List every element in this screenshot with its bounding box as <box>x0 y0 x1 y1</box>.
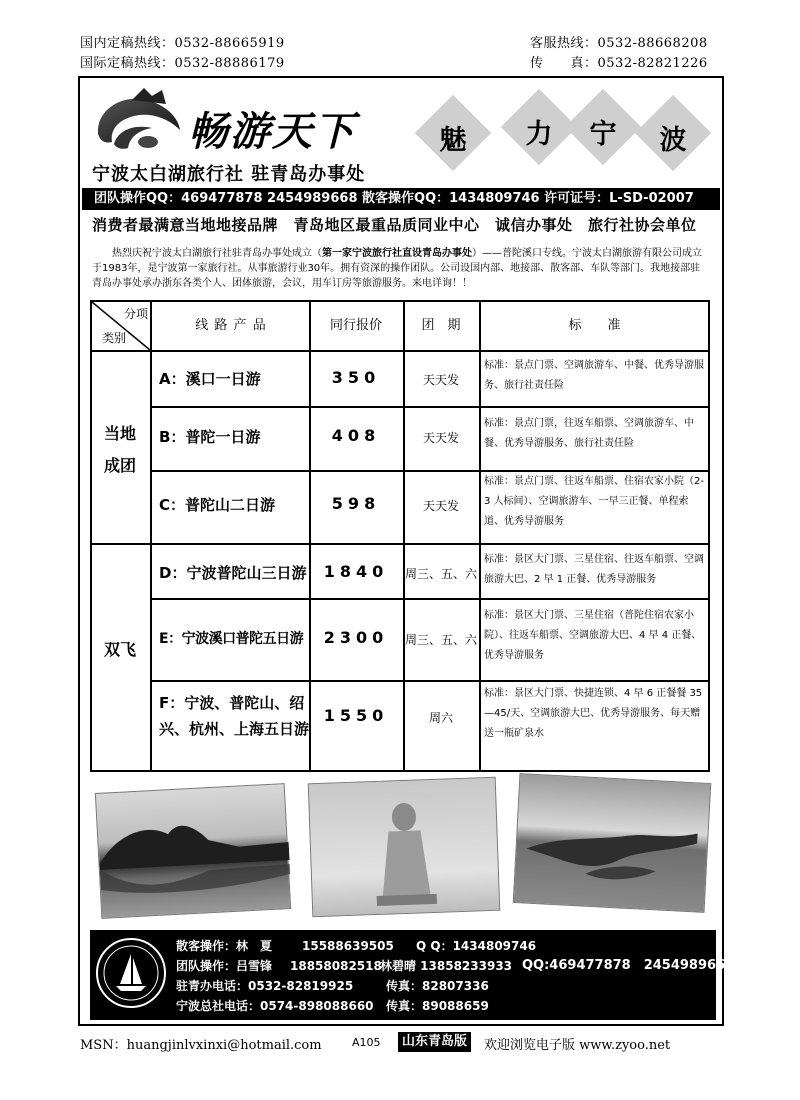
price-c: 598 <box>331 494 381 513</box>
hq-phone: 宁波总社电话：0574-898088660 <box>176 999 374 1013</box>
team-phone: 18858082518 <box>290 959 382 973</box>
period-f: 周六 <box>428 711 453 725</box>
agency-name: 宁波太白湖旅行社 驻青岛办事处 <box>92 164 366 185</box>
office-phone: 驻青办电话：0532-82819925 <box>176 979 354 993</box>
standard-b: 标准：景点门票，往返车船票、空调旅游车、中餐、优秀导游服务、旅行社责任险 <box>484 418 694 449</box>
price-d: 1840 <box>323 562 389 581</box>
international-hotline: 国际定稿热线：0532-88886179 <box>80 56 285 71</box>
category-fly: 双飞 <box>103 640 136 659</box>
retail-phone: 15588639505 <box>302 939 394 953</box>
service-hotline: 客服热线：0532-88668208 <box>530 36 708 51</box>
headline-char: 宁 <box>589 119 617 150</box>
route-e: E：宁波溪口普陀五日游 <box>159 631 304 647</box>
headline-char: 力 <box>525 119 553 150</box>
route-b: B：普陀一日游 <box>159 428 261 446</box>
domestic-hotline: 国内定稿热线：0532-88665919 <box>80 36 285 51</box>
header-standard: 标 准 <box>568 318 621 333</box>
route-a: A：溪口一日游 <box>159 370 261 388</box>
price-b: 408 <box>331 426 381 445</box>
standard-d: 标准：景区大门票、三星住宿、往返车船票、空调旅游大巴、2 早 1 正餐、优秀导游服务 <box>484 554 704 585</box>
header-corner-top: 分项 <box>123 307 148 321</box>
msn-contact: MSN：huangjinlvxinxi@hotmail.com <box>80 1038 322 1053</box>
period-e: 周三、五、六 <box>404 633 477 647</box>
welcome-link[interactable]: 欢迎浏览电子版 www.zyoo.net <box>484 1038 671 1053</box>
period-d: 周三、五、六 <box>404 567 477 581</box>
standard-a: 标准：景点门票、空调旅游车、中餐、优秀导游服务、旅行社责任险 <box>484 360 704 391</box>
header-route: 线 路 产 品 <box>195 318 267 333</box>
category-local: 当地 成团 <box>103 424 136 475</box>
sailboat-seal-icon <box>94 934 168 1012</box>
statue-photo <box>308 777 501 917</box>
slogans: 消费者最满意当地地接品牌 青岛地区最重品质同业中心 诚信办事处 旅行社协会单位 <box>92 216 697 234</box>
headline-char: 魅 <box>439 125 467 156</box>
standard-f: 标准：景区大门票、快捷连锁、4 早 6 正餐餐 35—45/天、空调旅游大巴、优秀导游服务、每天赠送一瓶矿泉水 <box>484 688 703 739</box>
logo-icon <box>92 86 184 160</box>
retail-qq: Q Q：1434809746 <box>416 939 537 953</box>
page-number: A105 <box>352 1036 381 1049</box>
period-c: 天天发 <box>422 499 459 513</box>
standard-c: 标准：景点门票、往返车船票、住宿农家小院（2-3 人标间）、空调旅游车、一早三正餐、单程索道、优秀导游服务 <box>484 476 704 527</box>
brand-title: 畅游天下 <box>188 108 356 155</box>
team-second-contact: 林碧晴 13858233933 <box>380 959 513 973</box>
price-e: 2300 <box>323 628 389 647</box>
lake-photo <box>95 783 291 919</box>
route-d: D：宁波普陀山三日游 <box>159 564 307 582</box>
route-c: C：普陀山二日游 <box>159 496 276 514</box>
header-corner-bottom: 类别 <box>101 331 126 345</box>
route-f: F：宁波、普陀山、绍兴、杭州、上海五日游 <box>159 694 310 738</box>
retail-operator: 散客操作：林 夏 <box>176 939 273 953</box>
team-qq: QQ:469477878 2454989668 <box>522 958 735 973</box>
period-a: 天天发 <box>422 373 459 387</box>
fax-line: 传 真：0532-82821226 <box>530 56 708 71</box>
office-fax: 传真：82807336 <box>386 979 489 993</box>
team-operator: 团队操作：吕雪锋 <box>176 959 273 973</box>
qq-license-bar: 团队操作QQ：469477878 2454989668 散客操作QQ：1434809746 许可证号：L-SD-02007 <box>82 188 720 210</box>
edition-badge: 山东青岛版 <box>398 1032 471 1052</box>
headline-char: 波 <box>659 125 687 156</box>
intro-paragraph: 热烈庆祝宁波太白湖旅行社驻青岛办事处成立（第一家宁波旅行社直设青岛办事处）——普陀溪口专线。宁波太白湖旅游有限公司成立于1983年，是宁波第一家旅行社。从事旅游行业30年。拥有资深的操作团队。公司设国内部、地接部、散客部、车队等部门。我地接部驻青岛办事处承办浙东各类个人、团体旅游，会议，用车订房等旅游服务。来电详询！！ <box>92 248 702 289</box>
standard-e: 标准：景区大门票、三星住宿（普陀住宿农家小院）、往返车船票、空调旅游大巴、4 早 4 正餐、优秀导游服务 <box>484 610 702 661</box>
period-b: 天天发 <box>422 431 459 445</box>
header-period: 团 期 <box>421 318 461 333</box>
hq-fax: 传真：89088659 <box>386 999 489 1013</box>
island-photo <box>513 773 712 913</box>
price-f: 1550 <box>323 706 389 725</box>
header-price: 同行报价 <box>329 318 382 333</box>
price-a: 350 <box>331 368 381 387</box>
